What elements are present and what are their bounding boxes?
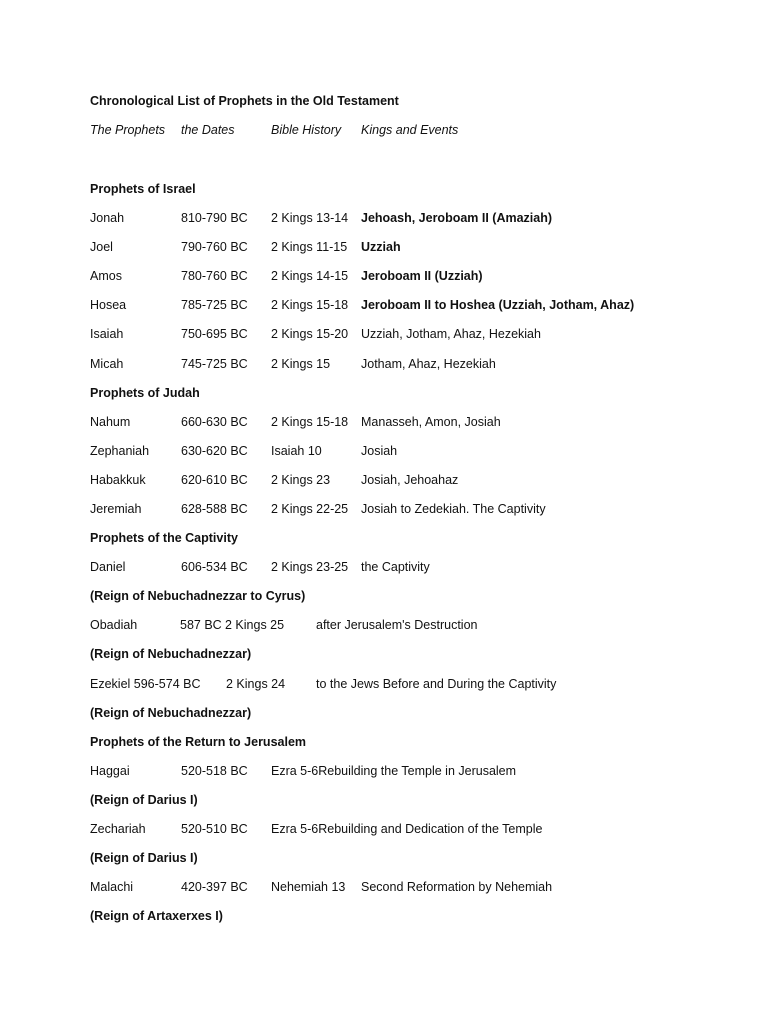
reign-note: (Reign of Nebuchadnezzar to Cyrus) [90,589,306,603]
kings-events: to the Jews Before and During the Captivity [316,677,557,691]
bible-history: 2 Kings 25 [225,618,285,632]
prophet-name: Jeremiah [90,502,142,516]
prophet-name: Habakkuk [90,473,146,487]
prophet-dates: 628-588 BC [181,502,248,516]
prophet-dates: 606-534 BC [181,560,248,574]
kings-events: Josiah, Jehoahaz [361,473,459,487]
bible-history: 2 Kings 22-25 [271,502,349,516]
document-title: Chronological List of Prophets in the Old Testament [90,94,399,108]
prophet-name: Isaiah [90,327,124,341]
bible-history: 2 Kings 23-25 [271,560,349,574]
prophet-name: Amos [90,269,122,283]
bible-history: 2 Kings 14-15 [271,269,349,283]
column-header-bible-history: Bible History [271,123,342,137]
bible-history: 2 Kings 23 [271,473,331,487]
prophet-name: Joel [90,240,113,254]
prophet-name: Micah [90,357,124,371]
prophet-name: Nahum [90,415,131,429]
kings-events: Jehoash, Jeroboam II (Amaziah) [361,211,553,225]
kings-events: Uzziah, Jotham, Ahaz, Hezekiah [361,327,541,341]
reign-note: (Reign of Darius I) [90,793,198,807]
prophet-dates: 810-790 BC [181,211,248,225]
bible-history-events: Ezra 5-6Rebuilding and Dedication of the Temple [271,822,543,836]
prophet-dates: 780-760 BC [181,269,248,283]
prophet-name: Malachi [90,880,134,894]
bible-history: 2 Kings 24 [226,677,286,691]
kings-events: Josiah to Zedekiah. The Captivity [361,502,546,516]
prophet-dates: 620-610 BC [181,473,248,487]
prophet-name: Zechariah [90,822,146,836]
kings-events: Josiah [361,444,398,458]
prophet-dates: 750-695 BC [181,327,248,341]
column-header-kings-events: Kings and Events [361,123,459,137]
column-header-dates: the Dates [181,123,235,137]
bible-history: 2 Kings 15-18 [271,415,349,429]
bible-history-events: Ezra 5-6Rebuilding the Temple in Jerusalem [271,764,517,778]
section-heading-israel: Prophets of Israel [90,182,196,196]
kings-events: Uzziah [361,240,401,254]
prophet-name: Daniel [90,560,126,574]
kings-events: Jeroboam II (Uzziah) [361,269,483,283]
prophet-name: Zephaniah [90,444,150,458]
prophet-name: Jonah [90,211,125,225]
prophet-name: Haggai [90,764,130,778]
kings-events: after Jerusalem's Destruction [316,618,478,632]
section-heading-return: Prophets of the Return to Jerusalem [90,735,307,749]
prophet-name-dates: Ezekiel 596-574 BC [90,677,201,691]
prophet-name: Obadiah [90,618,138,632]
bible-history: 2 Kings 15-20 [271,327,349,341]
bible-history: Isaiah 10 [271,444,322,458]
section-heading-judah: Prophets of Judah [90,386,200,400]
kings-events: Manasseh, Amon, Josiah [361,415,501,429]
bible-history: Nehemiah 13 [271,880,346,894]
kings-events: Jeroboam II to Hoshea (Uzziah, Jotham, Ahaz) [361,298,635,312]
bible-history: 2 Kings 15-18 [271,298,349,312]
prophet-dates: 630-620 BC [181,444,248,458]
prophet-name: Hosea [90,298,127,312]
prophet-dates: 660-630 BC [181,415,248,429]
kings-events: the Captivity [361,560,430,574]
kings-events: Jotham, Ahaz, Hezekiah [361,357,496,371]
prophet-dates: 790-760 BC [181,240,248,254]
reign-note: (Reign of Nebuchadnezzar) [90,706,252,720]
prophet-dates: 785-725 BC [181,298,248,312]
column-header-prophets: The Prophets [90,123,166,137]
bible-history: 2 Kings 13-14 [271,211,349,225]
kings-events: Second Reformation by Nehemiah [361,880,553,894]
prophet-dates: 520-518 BC [181,764,248,778]
prophet-dates: 520-510 BC [181,822,248,836]
section-heading-captivity: Prophets of the Captivity [90,531,238,545]
bible-history: 2 Kings 15 [271,357,331,371]
reign-note: (Reign of Artaxerxes I) [90,909,223,923]
prophet-dates: 587 BC [180,618,222,632]
reign-note: (Reign of Darius I) [90,851,198,865]
prophet-dates: 745-725 BC [181,357,248,371]
reign-note: (Reign of Nebuchadnezzar) [90,647,252,661]
prophet-dates: 420-397 BC [181,880,248,894]
bible-history: 2 Kings 11-15 [271,240,348,254]
